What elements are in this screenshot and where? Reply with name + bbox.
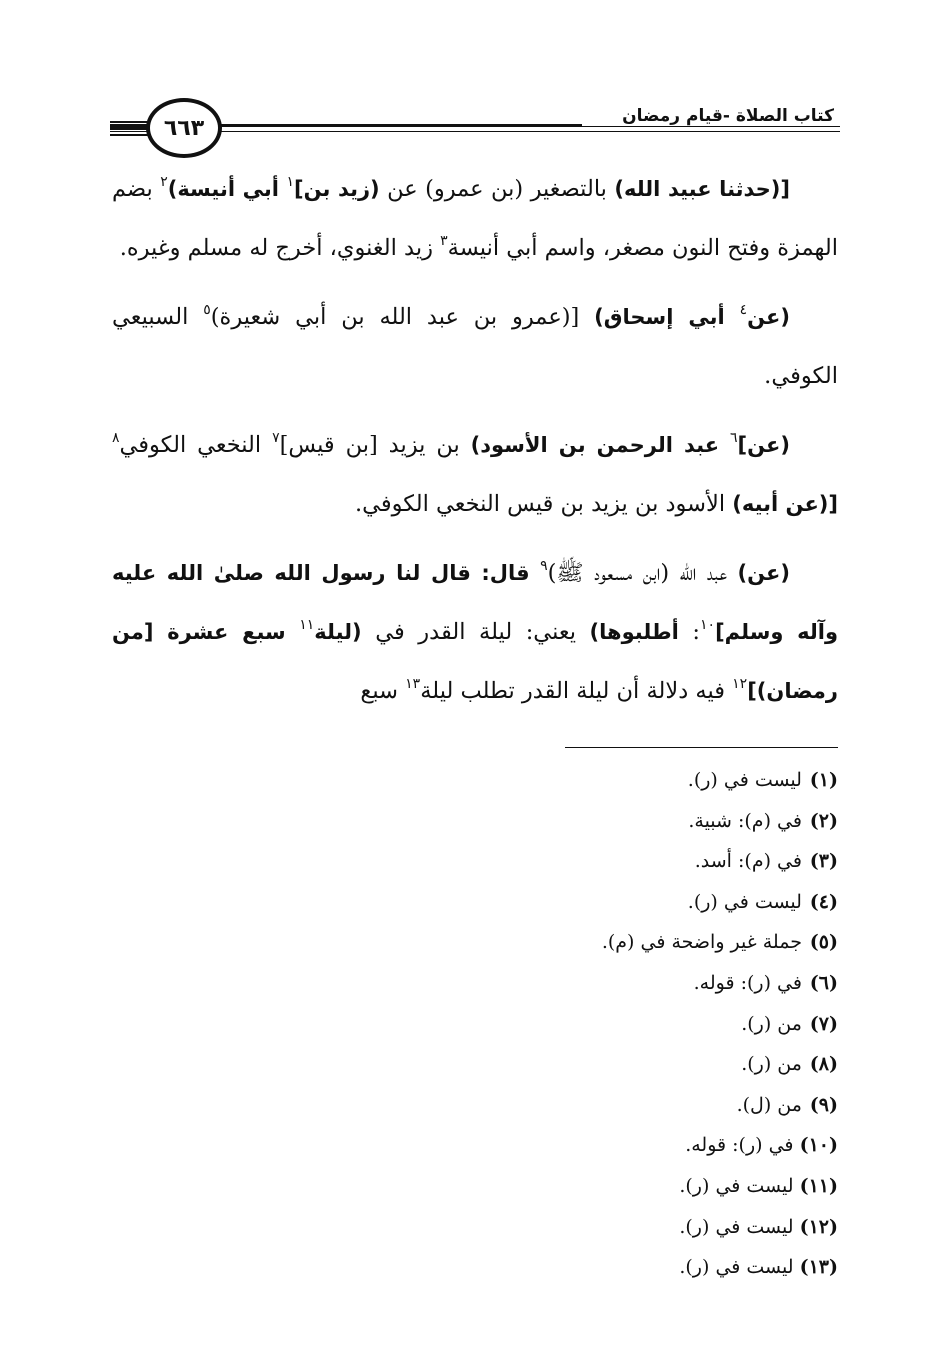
footnote-ref: ١٠ — [700, 617, 716, 633]
text-run: النخعي الكوفي — [119, 432, 273, 458]
text-run: سبع عشرة [من رمضان)] — [112, 620, 838, 703]
text-run: الأسود بن يزيد بن قيس النخعي الكوفي. — [355, 491, 733, 517]
footnote-ref: ١٢ — [732, 676, 748, 692]
footnote-ref: ٣ — [440, 233, 448, 249]
footnote-ref: ٢ — [160, 174, 168, 190]
text-run: [(عمرو بن عبد الله بن أبي شعيرة) — [210, 304, 595, 330]
text-run: بضم الهمزة وفتح النون مصغر، واسم أبي أنيسة — [112, 176, 838, 261]
footnote-ref: ٧ — [272, 430, 280, 446]
footnote-ref: ٤ — [739, 302, 748, 318]
text-run: (عن — [747, 305, 790, 329]
footnote-item — [508, 801, 838, 842]
footnote-item — [508, 1125, 838, 1166]
footnote-text: ليست في (ر). — [687, 769, 802, 791]
text-run — [719, 432, 730, 458]
text-run: (ليلة — [314, 620, 362, 644]
text-run: [(عن أبيه) — [732, 492, 838, 516]
footnote-text: في (م): أسد. — [694, 850, 802, 873]
text-run: قال: قال لنا رسول الله صلىٰ الله عليه وآله وسلم] — [112, 561, 838, 644]
footnote-text: من (ل). — [736, 1093, 802, 1116]
text-run: (عن) — [737, 561, 790, 585]
paragraph-3 — [112, 416, 838, 534]
footnote-item — [508, 1207, 838, 1248]
footnote-text: ليست في (ر). — [687, 890, 802, 913]
running-title: كتاب الصلاة -قيام رمضان — [582, 106, 840, 126]
footnote-item — [508, 963, 838, 1004]
footnote-number: (٢) — [809, 809, 838, 832]
footnote-number: (٥) — [809, 931, 838, 954]
footnote-ref: ١ — [286, 174, 294, 190]
footnote-number: (١) — [809, 769, 838, 791]
footnote-item — [508, 1247, 838, 1288]
footnote-text: من (ر). — [741, 1012, 802, 1035]
text-run: [(حدثنا عبيد الله) — [614, 177, 790, 201]
footnote-ref: ٦ — [730, 430, 738, 446]
footnote-number: (١٣) — [799, 1256, 838, 1279]
footnote-number: (٣) — [809, 850, 838, 873]
footnote-ref: ١٣ — [405, 676, 421, 692]
footnote-text: ليست في (ر). — [679, 1174, 794, 1197]
footnote-separator — [565, 747, 838, 748]
footnote-text: من (ر). — [741, 1053, 802, 1076]
footnote-number: (١١) — [799, 1174, 838, 1197]
footnote-item — [508, 1004, 838, 1045]
paragraph-2 — [112, 288, 838, 406]
text-run: بالتصغير (بن عمرو) عن — [379, 176, 615, 202]
footnote-item — [508, 882, 838, 923]
footnote-number: (٨) — [809, 1053, 838, 1076]
text-run: أطلبوها) — [589, 620, 679, 644]
text-run: أبي إسحاق) — [594, 305, 725, 329]
footnote-item — [508, 1085, 838, 1126]
text-run: زيد الغنوي، أخرج له مسلم وغيره. — [119, 235, 441, 261]
footnote-number: (٤) — [809, 890, 838, 913]
text-run — [725, 304, 740, 330]
footnote-text: ليست في (ر). — [679, 1215, 794, 1238]
footnote-text: في (ر): قوله. — [685, 1134, 794, 1157]
footnote-item — [508, 1166, 838, 1207]
footnote-number: (٩) — [809, 1093, 838, 1116]
footnote-text: ليست في (ر). — [679, 1256, 794, 1279]
footnote-text: في (ر): قوله. — [693, 971, 802, 994]
footnote-ref: ٥ — [203, 302, 211, 318]
text-run — [530, 560, 540, 586]
text-run: يعني: ليلة القدر في — [361, 619, 590, 645]
footnote-text: جملة غير واضحة في (م). — [601, 931, 802, 954]
text-run: عبد الرحمن بن الأسود) — [470, 433, 720, 457]
text-run: أبي أنيسة) — [167, 177, 279, 201]
text-run: : — [678, 619, 701, 645]
page-header — [110, 98, 840, 160]
text-run: السبيعي الكوفي. — [112, 304, 838, 389]
footnotes — [508, 760, 838, 1288]
footnote-number: (٧) — [809, 1012, 838, 1035]
text-run: بن يزيد [بن قيس] — [279, 432, 471, 458]
footnote-text: في (م): شبية. — [688, 809, 802, 832]
footnote-ref: ١١ — [299, 617, 315, 633]
text-run: سبع — [360, 678, 406, 704]
footnote-ref: ٨ — [112, 430, 120, 446]
footnote-item — [508, 841, 838, 882]
paragraph-4 — [112, 544, 838, 721]
paragraph-1 — [112, 160, 838, 278]
footnote-ref: ٩ — [540, 558, 548, 574]
text-run: فيه دلالة أن ليلة القدر تطلب ليلة — [420, 678, 733, 704]
footnote-item — [508, 922, 838, 963]
text-run — [286, 619, 300, 645]
footnote-item — [508, 1044, 838, 1085]
footnote-number: (٦) — [809, 971, 838, 994]
page-number: ٦٦٣ — [146, 98, 222, 158]
footnote-number: (١٢) — [799, 1215, 838, 1238]
text-run: (زيد بن] — [293, 177, 380, 201]
footnote-number: (١٠) — [799, 1134, 838, 1157]
text-run: عبد الله (ابن مسعود ﷺ) — [547, 560, 738, 586]
main-text — [112, 160, 838, 731]
text-run: (عن] — [737, 433, 790, 457]
footnote-item — [508, 760, 838, 801]
